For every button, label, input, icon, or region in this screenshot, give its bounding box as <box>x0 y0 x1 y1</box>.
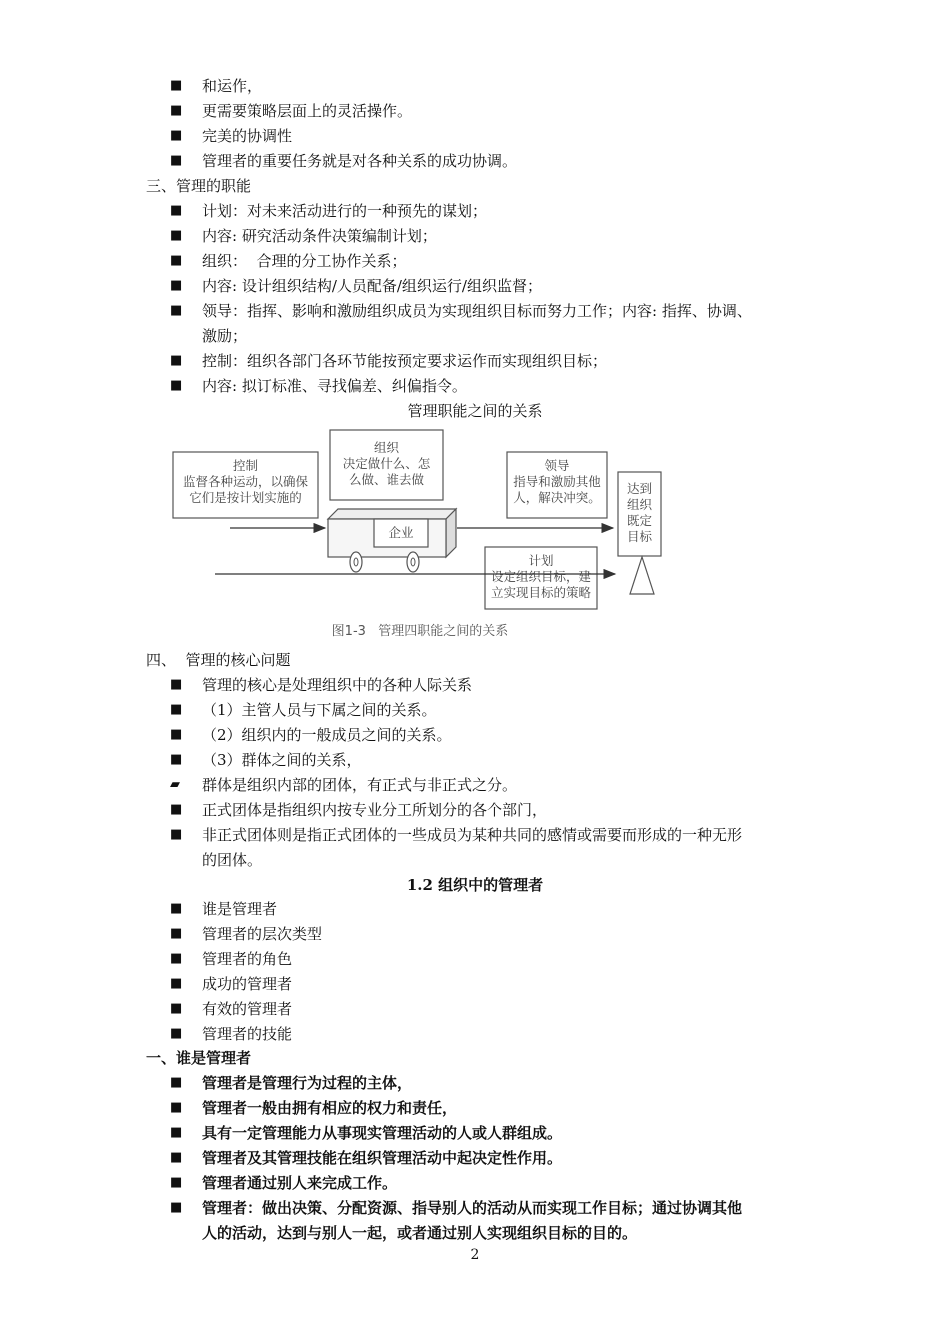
list-item: 管理者是管理行为过程的主体， <box>202 1074 413 1092</box>
bullet-marker: ■ <box>170 1075 183 1090</box>
bullet-marker: ■ <box>170 1001 183 1016</box>
list-item-continuation: 人的活动，达到与别人一起，或者通过别人实现组织目标的目的。 <box>202 1224 638 1242</box>
bullet-marker: ■ <box>170 353 183 368</box>
bullet-marker: ■ <box>170 727 183 742</box>
list-item-continuation: 激励； <box>202 327 248 345</box>
list-item: 管理者通过别人来完成工作。 <box>202 1174 398 1192</box>
bullet-marker: ■ <box>170 203 183 218</box>
page-number: 2 <box>470 1247 480 1263</box>
section-heading-4: 四、 管理的核心问题 <box>146 651 291 669</box>
list-item: 管理者的重要任务就是对各种关系的成功协调。 <box>202 152 518 170</box>
list-item: 管理者及其管理技能在组织管理活动中起决定性作用。 <box>202 1149 563 1167</box>
bullet-marker: ■ <box>170 153 183 168</box>
bullet-marker: ■ <box>170 128 183 143</box>
bullet-marker: ■ <box>170 1100 183 1115</box>
list-item: 正式团体是指组织内按专业分工所划分的各个部门， <box>202 801 548 819</box>
bullet-marker: ■ <box>170 901 183 916</box>
bullet-marker: ■ <box>170 1200 183 1215</box>
list-item: 和运作， <box>202 77 263 95</box>
list-item: 非正式团体则是指正式团体的一些成员为某种共同的感情或需要而形成的一种无形 <box>202 826 743 844</box>
list-item: 组织： 合理的分工协作关系； <box>202 252 407 270</box>
list-item: 控制：组织各部门各环节能按预定要求运作而实现组织目标； <box>202 352 608 370</box>
list-item: 谁是管理者 <box>202 900 278 918</box>
goal-label: 达到 组织 既定 目标 <box>626 481 652 544</box>
list-item: 内容: 研究活动条件决策编制计划； <box>202 227 437 245</box>
bullet-marker: ■ <box>170 976 183 991</box>
list-item: 管理者：做出决策、分配资源、指导别人的活动从而实现工作目标；通过协调其他 <box>202 1199 743 1217</box>
company-label: 企业 <box>388 525 414 540</box>
bullet-marker: ■ <box>170 1175 183 1190</box>
list-item: 领导：指挥、影响和激励组织成员为实现组织目标而努力工作；内容: 指挥、协调、 <box>202 302 752 320</box>
list-item: （2）组织内的一般成员之间的关系。 <box>202 726 452 744</box>
figure-caption: 图1-3 管理四职能之间的关系 <box>331 624 509 639</box>
list-item: 更需要策略层面上的灵活操作。 <box>202 102 413 120</box>
section-title: 1.2 组织中的管理者 <box>406 876 544 894</box>
list-item: 有效的管理者 <box>202 1000 293 1018</box>
list-item: 管理者的技能 <box>202 1025 293 1043</box>
management-functions-diagram <box>160 422 680 647</box>
organize-label: 组织 决定做什么、怎 么做、谁去做 <box>342 440 431 487</box>
list-item: 内容: 拟订标准、寻找偏差、纠偏指令。 <box>202 377 467 395</box>
diagram-title: 管理职能之间的关系 <box>407 402 543 420</box>
bullet-marker: ■ <box>170 827 183 842</box>
list-item: 具有一定管理能力从事现实管理活动的人或人群组成。 <box>202 1124 563 1142</box>
bullet-marker: ■ <box>170 677 183 692</box>
bullet-marker: ■ <box>170 278 183 293</box>
list-item: 完美的协调性 <box>202 127 293 145</box>
list-item: 管理者一般由拥有相应的权力和责任， <box>202 1099 458 1117</box>
bullet-marker: ■ <box>170 802 183 817</box>
list-item: 成功的管理者 <box>202 975 293 993</box>
bullet-marker: ■ <box>170 926 183 941</box>
list-item: （1）主管人员与下属之间的关系。 <box>202 701 437 719</box>
bullet-marker: ■ <box>170 1125 183 1140</box>
bullet-marker: ■ <box>170 103 183 118</box>
bullet-marker: ■ <box>170 752 183 767</box>
list-item: 管理的核心是处理组织中的各种人际关系 <box>202 676 473 694</box>
bullet-marker: ■ <box>170 1026 183 1041</box>
bullet-marker: ■ <box>170 228 183 243</box>
bullet-marker: ■ <box>170 303 183 318</box>
list-item: （3）群体之间的关系， <box>202 751 362 769</box>
list-item: 计划：对未来活动进行的一种预先的谋划； <box>202 202 488 220</box>
bullet-marker: ■ <box>170 951 183 966</box>
section-heading-3: 三、管理的职能 <box>146 177 252 195</box>
bullet-marker: ■ <box>170 702 183 717</box>
bullet-marker: ■ <box>170 253 183 268</box>
list-item-continuation: 的团体。 <box>202 851 263 869</box>
lead-label: 领导 指导和激励其他 人，解决冲突。 <box>513 458 601 505</box>
section-heading-1: 一、谁是管理者 <box>146 1049 252 1067</box>
plan-label: 计划 设定组织目标，建 立实现目标的策略 <box>490 553 591 600</box>
list-item: 管理者的层次类型 <box>202 925 323 943</box>
control-label: 控制 监督各种运动，以确保 它们是按计划实施的 <box>182 458 308 505</box>
bullet-marker: ▰ <box>170 777 180 792</box>
list-item: 管理者的角色 <box>202 950 293 968</box>
list-item: 内容: 设计组织结构/人员配备/组织运行/组织监督； <box>202 277 542 295</box>
bullet-marker: ■ <box>170 78 183 93</box>
bullet-marker: ■ <box>170 378 183 393</box>
list-item: 群体是组织内部的团体，有正式与非正式之分。 <box>202 776 518 794</box>
bullet-marker: ■ <box>170 1150 183 1165</box>
